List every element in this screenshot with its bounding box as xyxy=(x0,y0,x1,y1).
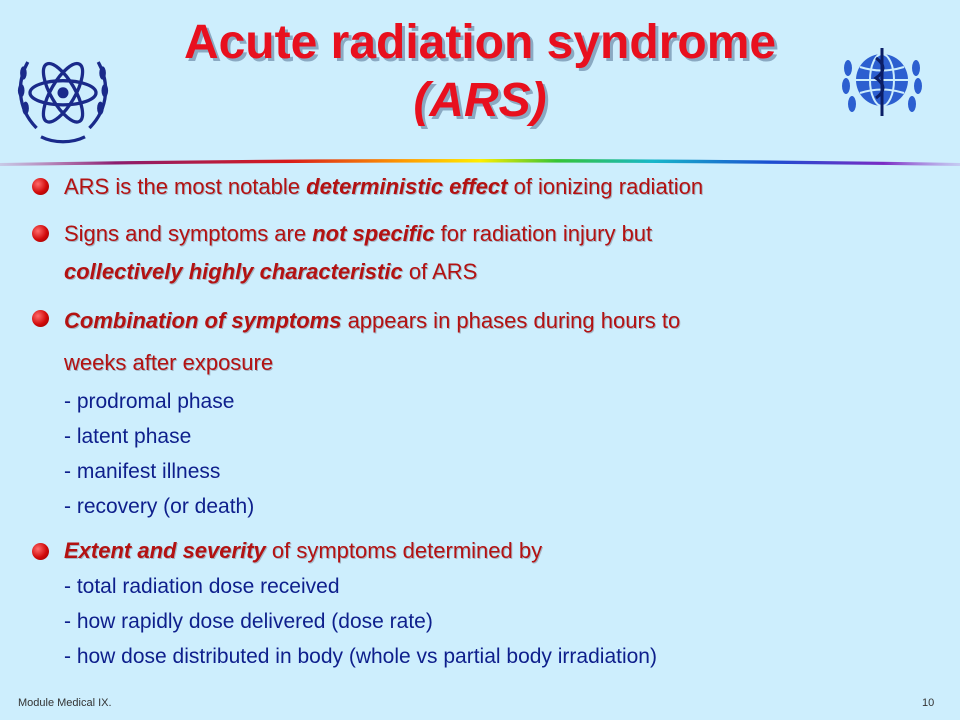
iaea-logo-icon xyxy=(8,40,118,150)
bullet-item xyxy=(30,300,945,524)
bullet-dot-icon xyxy=(32,543,49,560)
who-logo-icon xyxy=(832,34,932,134)
footer-module-label: Module Medical IX. xyxy=(18,697,112,709)
bullet-list xyxy=(30,168,945,683)
bullet-text: weeks after exposure xyxy=(64,350,274,375)
bullet-item xyxy=(30,215,945,291)
sub-item: - manifest illness xyxy=(64,460,221,483)
sub-item: - total radiation dose received xyxy=(64,575,340,598)
bullet-text: of ARS xyxy=(402,259,478,284)
bullet-text: appears in phases during hours to xyxy=(341,308,681,333)
sub-item: - recovery (or death) xyxy=(64,495,255,518)
rainbow-divider xyxy=(0,157,960,167)
bullet-text: Signs and symptoms are xyxy=(64,221,313,246)
title-line-1: Acute radiation syndrome xyxy=(183,16,777,69)
bullet-emphasis: deterministic effect xyxy=(306,174,508,199)
sub-item: - latent phase xyxy=(64,425,192,448)
page-number: 10 xyxy=(922,697,935,709)
bullet-dot-icon xyxy=(32,310,49,327)
bullet-item xyxy=(30,168,945,206)
title-line-2: (ARS) xyxy=(413,74,547,127)
slide-title xyxy=(140,14,820,130)
bullet-text: ARS is the most notable xyxy=(64,174,307,199)
bullet-dot-icon xyxy=(32,178,49,195)
bullet-text: of symptoms determined by xyxy=(265,538,543,563)
bullet-emphasis: not specific xyxy=(312,221,435,246)
bullet-item xyxy=(30,533,945,674)
sub-item: - prodromal phase xyxy=(64,390,235,413)
sub-item: - how rapidly dose delivered (dose rate) xyxy=(64,610,433,633)
bullet-emphasis: Combination of symptoms xyxy=(64,308,342,333)
bullet-text: of ionizing radiation xyxy=(507,174,704,199)
bullet-dot-icon xyxy=(32,225,49,242)
bullet-emphasis: collectively highly characteristic xyxy=(64,259,403,284)
bullet-emphasis: Extent and severity xyxy=(64,538,266,563)
sub-item: - how dose distributed in body (whole vs partial body irradiation) xyxy=(64,645,657,668)
bullet-text: for radiation injury but xyxy=(434,221,653,246)
